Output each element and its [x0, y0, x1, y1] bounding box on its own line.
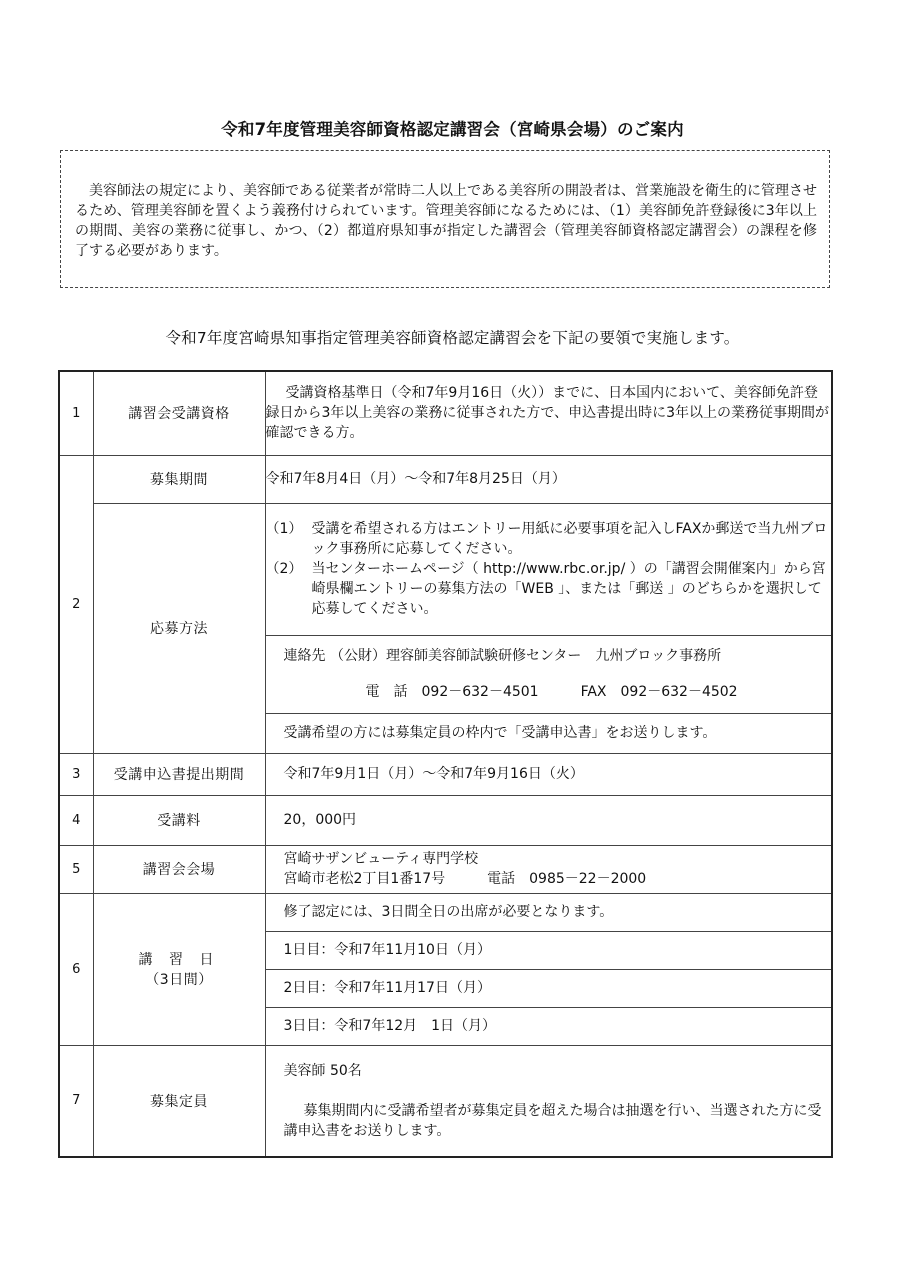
- table-row: [59, 455, 832, 503]
- row-number: 1: [59, 371, 93, 455]
- table-row: [59, 893, 832, 931]
- contact-org: 連絡先 （公財）理容師美容師試験研修センター 九州ブロック事務所: [283, 648, 722, 664]
- row-content: 2日目：令和7年11月17日（月）: [265, 969, 832, 1007]
- table-row: [59, 1045, 832, 1157]
- row-item: 受講申込書提出期間: [93, 753, 265, 795]
- row-content: 3日目：令和7年12月 1日（月）: [265, 1007, 832, 1045]
- row-content: 20，000円: [265, 795, 832, 845]
- row-content: 1日目：令和7年11月10日（月）: [265, 931, 832, 969]
- contact-tel: 電 話 092－632－4501 FAX 092－632－4502: [365, 684, 738, 700]
- row-item: 応募方法: [93, 503, 265, 753]
- row-number: 6: [59, 893, 93, 1045]
- lottery-note: 募集期間内に受講希望者が募集定員を超えた場合は抽選を行い、当選された方に受講申込書をお送りします。: [283, 1102, 822, 1139]
- method-item: （2） 当センターホームページ（ http://www.rbc.or.jp/ ）の「講習会開催案内」から宮崎県欄エントリーの募集方法の「WEB 」、または「郵送 」のどちらかを選択して応募してください。: [265, 561, 826, 617]
- row-content: 受講希望の方には募集定員の枠内で「受講申込書」をお送りします。: [265, 713, 832, 753]
- venue-address: 宮崎市老松2丁目1番17号 電話 0985－22－2000: [283, 871, 647, 887]
- row-content: [265, 503, 832, 635]
- venue-name: 宮崎サザンビューティ専門学校: [283, 851, 479, 867]
- method-item: （1） 受講を希望される方はエントリー用紙に必要事項を記入しFAXか郵送で当九州ブロック事務所に応募してください。: [265, 521, 828, 557]
- row-number: 5: [59, 845, 93, 893]
- row-item: 受講料: [93, 795, 265, 845]
- row-item: 募集期間: [93, 455, 265, 503]
- table-row: [59, 371, 832, 455]
- row-number: 3: [59, 753, 93, 795]
- table-row: [59, 845, 832, 893]
- capacity: 美容師 50名: [283, 1062, 362, 1079]
- row-content: 令和7年8月4日（月）～令和7年8月25日（月）: [265, 455, 832, 503]
- row-number: 4: [59, 795, 93, 845]
- table-row: [59, 503, 832, 635]
- intro-box: [60, 150, 830, 288]
- row-content: [265, 1045, 832, 1157]
- row-number: 2: [59, 455, 93, 753]
- table-row: [59, 795, 832, 845]
- table-row: [59, 753, 832, 795]
- document-subtitle: 令和7年度宮崎県知事指定管理美容師資格認定講習会を下記の要領で実施します。: [165, 329, 740, 347]
- row-content: 修了認定には、3日間全日の出席が必要となります。: [265, 893, 832, 931]
- row-content: [265, 845, 832, 893]
- row-content: 受講資格基準日（令和7年9月16日（火））までに、日本国内において、美容師免許登録日から3年以上美容の業務に従事された方で、申込書提出時に3年以上の業務従事期間が確認できる方。: [265, 371, 832, 455]
- row-content: [265, 635, 832, 713]
- row-item: 講習会会場: [93, 845, 265, 893]
- row-item: 講習会受講資格: [93, 371, 265, 455]
- row-number: 7: [59, 1045, 93, 1157]
- intro-text: 美容師法の規定により、美容師である従業者が常時二人以上である美容所の開設者は、営業施設を衛生的に管理させるため、管理美容師を置くよう義務付けられています。管理美容師になるためには、（1）美容師免許登録後に3年以上の期間、美容の業務に従事し、かつ、（2）都道府県知事が指定した講習会（管理美容師資格認定講習会）の課程を修了する必要があります。: [75, 183, 817, 259]
- row-content: 令和7年9月1日（月）～令和7年9月16日（火）: [265, 753, 832, 795]
- row-item: 講 習 日 （3日間）: [93, 893, 265, 1045]
- outline-table: [58, 370, 833, 1158]
- document-title: 令和7年度管理美容師資格認定講習会（宮崎県会場）のご案内: [221, 120, 684, 139]
- row-item: 募集定員: [93, 1045, 265, 1157]
